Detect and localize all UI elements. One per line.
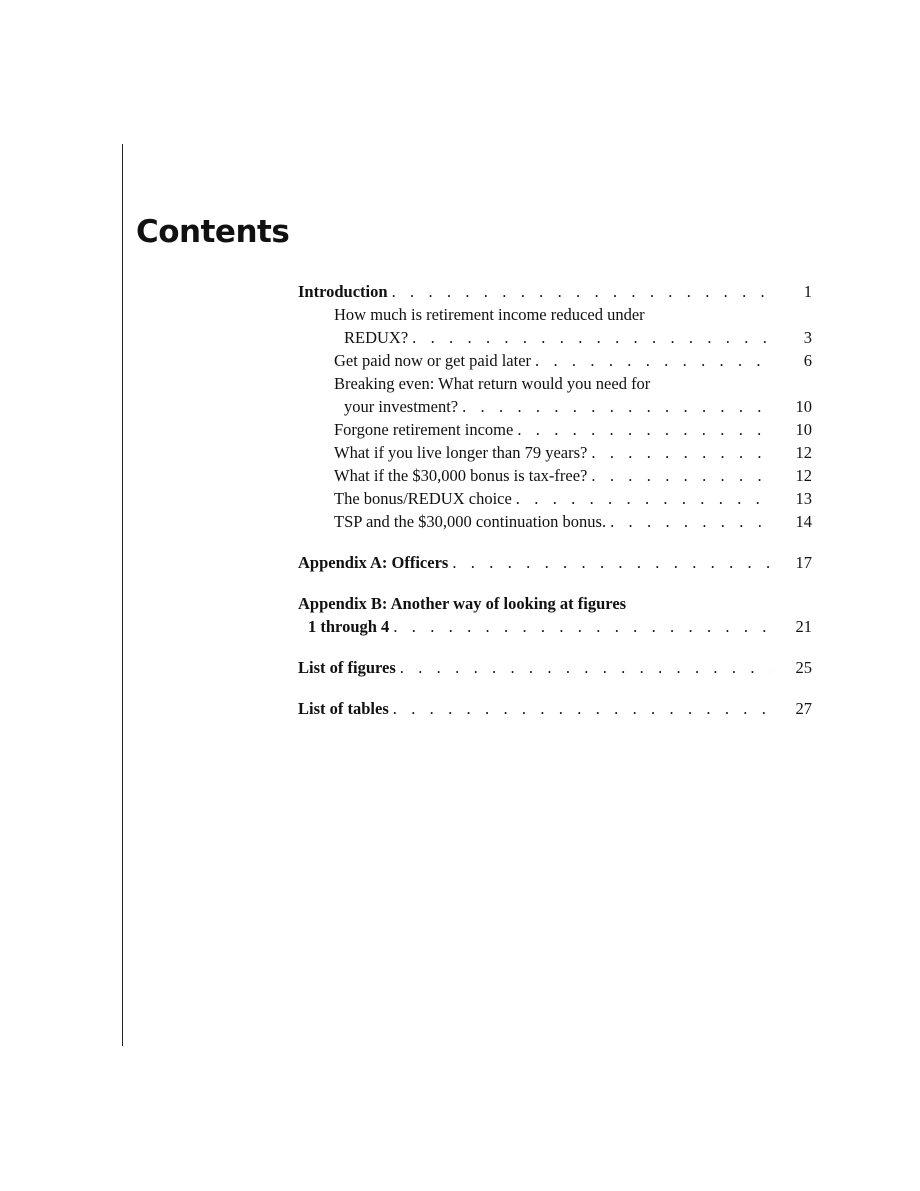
toc-entry-tsp-continuation-bonus[interactable]	[334, 510, 812, 533]
toc-page-number: 17	[795, 553, 812, 572]
toc-entry-appendix-a[interactable]	[298, 551, 812, 574]
toc-entry-label: Appendix A: Officers	[298, 553, 449, 572]
toc-entry-bonus-redux-choice[interactable]	[334, 487, 812, 510]
toc-entry-label-continued: REDUX?	[344, 328, 409, 347]
toc-page-number: 21	[795, 617, 812, 636]
toc-page-number: 10	[795, 397, 812, 416]
toc-page-number: 1	[803, 282, 812, 301]
toc-entry-label: Forgone retirement income	[334, 420, 514, 439]
toc-page-number: 14	[795, 512, 812, 531]
toc-entry-label: Introduction	[298, 282, 388, 301]
toc-leader-dots	[393, 697, 770, 720]
toc-entry-label: Appendix B: Another way of looking at figures	[298, 594, 627, 613]
toc-leader-dots	[610, 510, 770, 533]
toc-entry-list-of-figures[interactable]	[298, 656, 812, 679]
toc-leader-dots	[400, 656, 770, 679]
toc-page-number: 25	[795, 658, 812, 677]
toc-entry-forgone-retirement-income[interactable]	[334, 418, 812, 441]
toc-entry-bonus-tax-free[interactable]	[334, 464, 812, 487]
toc-leader-dots	[516, 487, 770, 510]
toc-leader-dots	[591, 464, 770, 487]
toc-page-number: 10	[795, 420, 812, 439]
toc-entry-label-continued: your investment?	[344, 397, 459, 416]
toc-entry-introduction[interactable]	[298, 280, 812, 303]
toc-leader-dots	[392, 280, 770, 303]
toc-entry-label: What if you live longer than 79 years?	[334, 443, 588, 462]
toc-entry-label: Get paid now or get paid later	[334, 351, 532, 370]
toc-leader-dots	[393, 615, 770, 638]
page-title: Contents	[136, 214, 290, 250]
toc-leader-dots	[535, 349, 770, 372]
toc-page-number: 3	[803, 328, 812, 347]
toc-entry-list-of-tables[interactable]	[298, 697, 812, 720]
toc-entry-label: List of tables	[298, 699, 389, 718]
toc-entry-breaking-even[interactable]	[334, 372, 812, 418]
toc-leader-dots	[462, 395, 770, 418]
toc-page-number: 27	[795, 699, 812, 718]
toc-entry-label: The bonus/REDUX choice	[334, 489, 512, 508]
toc-entry-retirement-income-reduced[interactable]	[334, 303, 812, 349]
toc-page-number: 6	[803, 351, 812, 370]
toc-entry-label: How much is retirement income reduced under	[334, 305, 645, 324]
toc-entry-get-paid-now[interactable]	[334, 349, 812, 372]
toc-entry-live-longer[interactable]	[334, 441, 812, 464]
toc-entry-label-continued: 1 through 4	[308, 617, 390, 636]
toc-leader-dots	[591, 441, 770, 464]
toc-entry-label: What if the $30,000 bonus is tax-free?	[334, 466, 588, 485]
toc-leader-dots	[452, 551, 770, 574]
table-of-contents	[298, 280, 812, 720]
toc-entry-appendix-b[interactable]	[298, 592, 812, 638]
toc-page-number: 13	[795, 489, 812, 508]
toc-page-number: 12	[795, 466, 812, 485]
page-margin-rule	[122, 144, 123, 1046]
toc-entry-label: List of figures	[298, 658, 396, 677]
toc-leader-dots	[412, 326, 770, 349]
toc-page-number: 12	[795, 443, 812, 462]
toc-entry-label: Breaking even: What return would you need for	[334, 374, 651, 393]
toc-leader-dots	[517, 418, 770, 441]
toc-entry-label: TSP and the $30,000 continuation bonus.	[334, 512, 607, 531]
